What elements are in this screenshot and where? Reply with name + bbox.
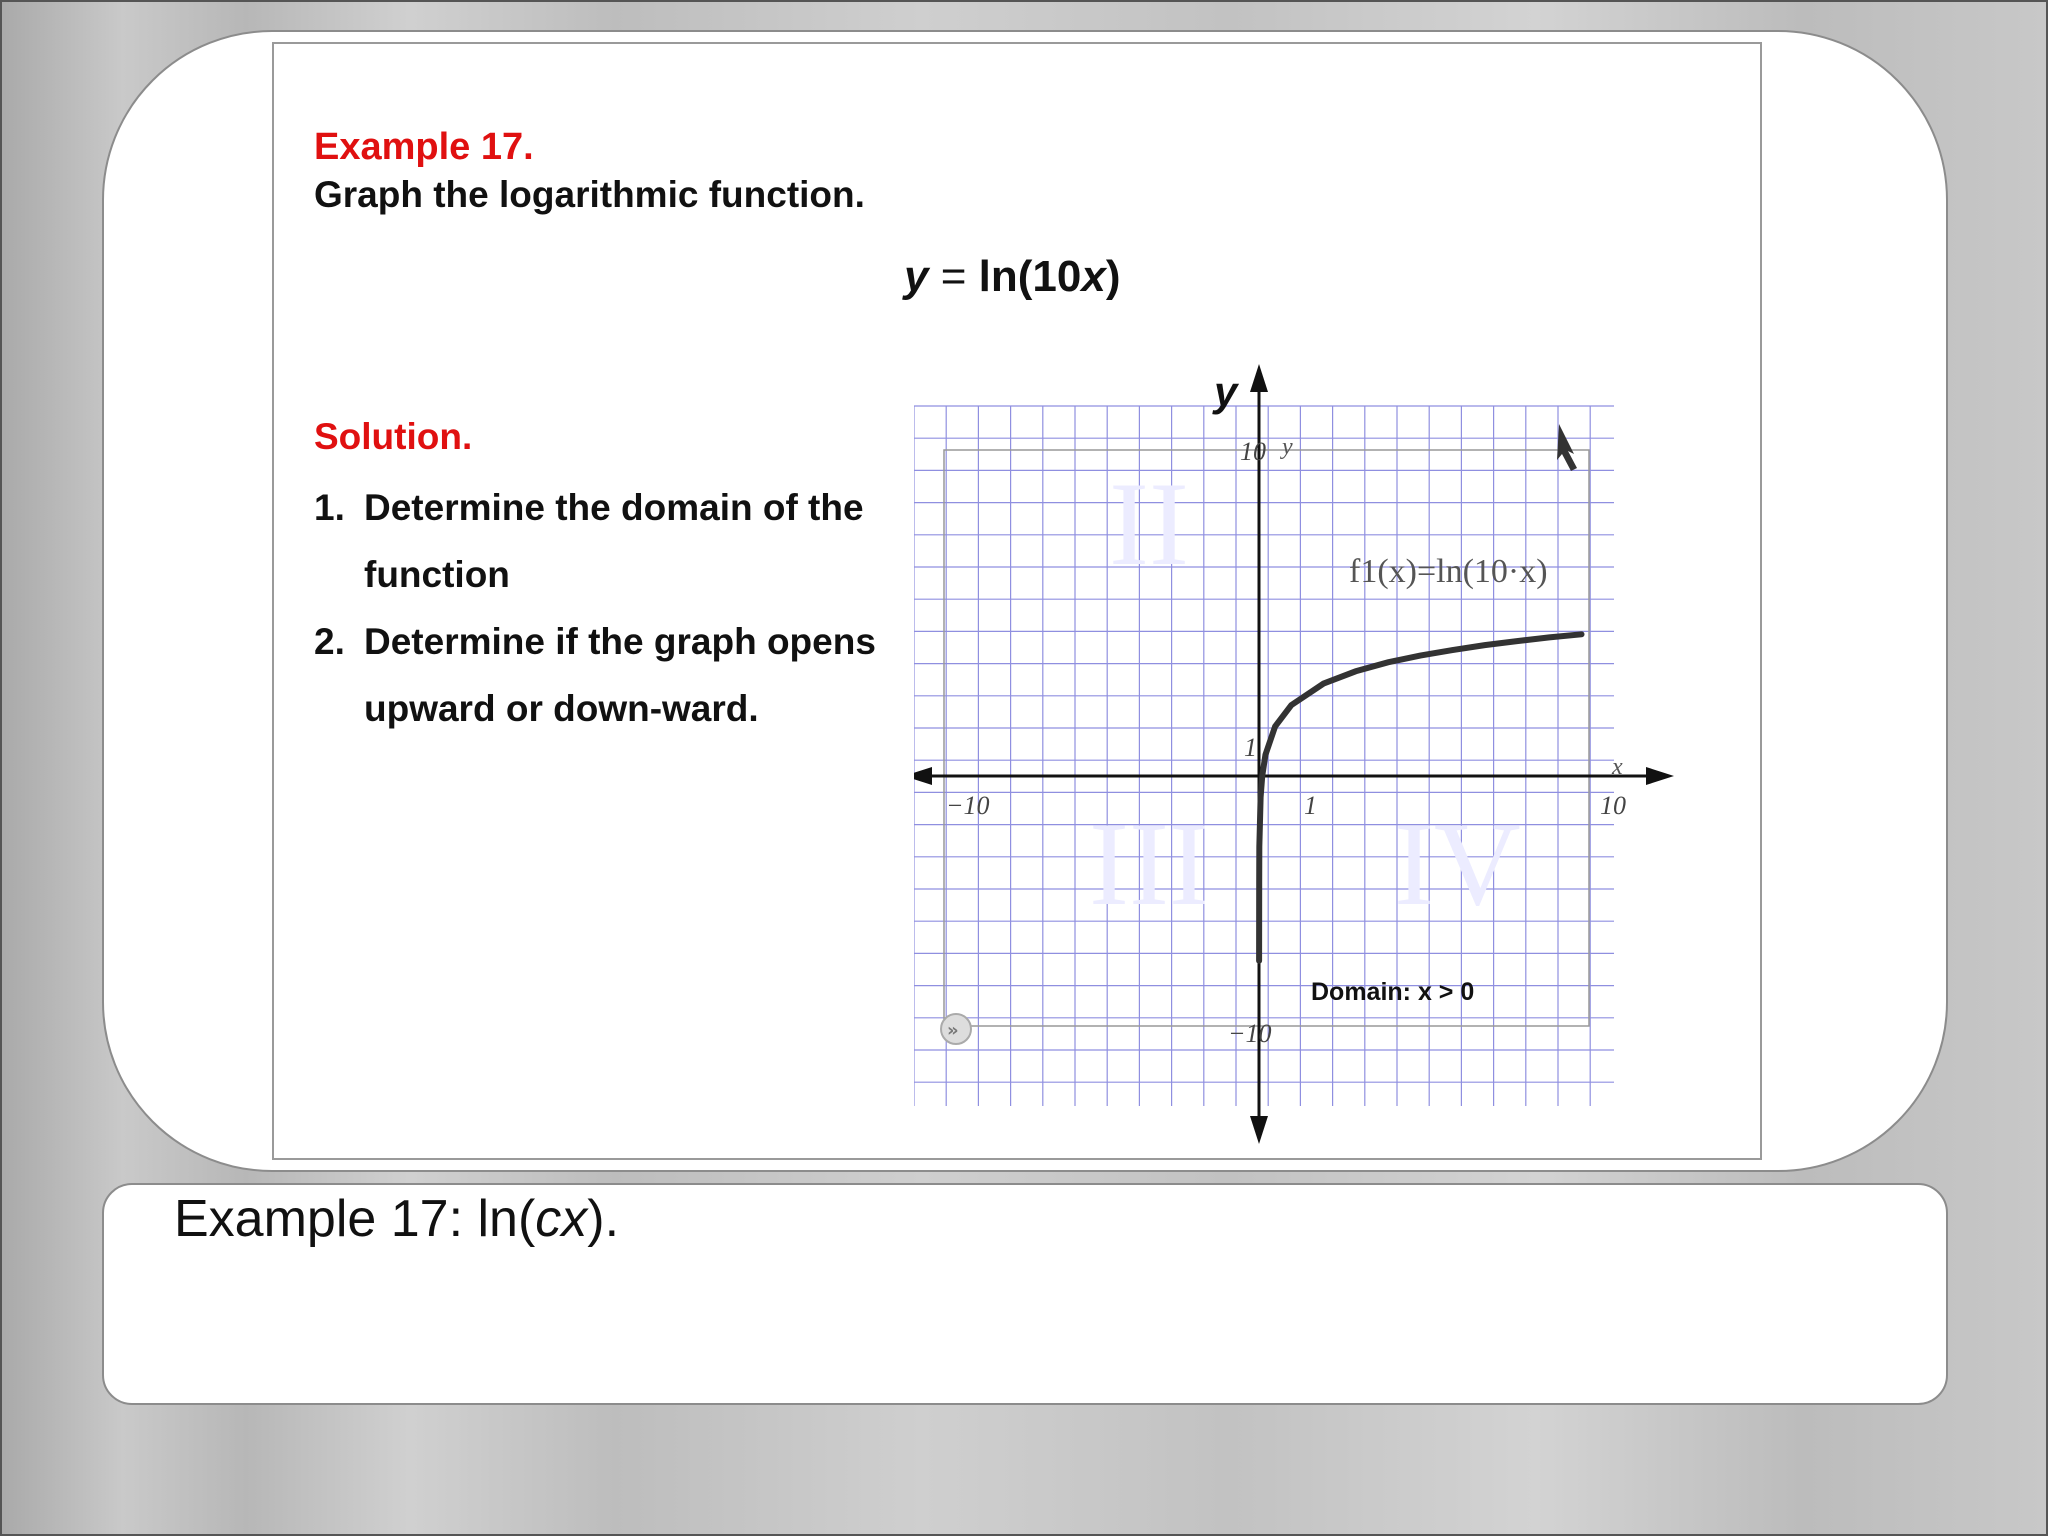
svg-text:»: »	[947, 1020, 959, 1041]
equation-lhs: y	[904, 252, 929, 301]
slide	[272, 42, 1762, 1160]
y-axis-small-label: y	[1282, 434, 1293, 460]
function-label: f1(x)=ln(10·x)	[1349, 553, 1548, 590]
tick-label-y-min: −10	[1228, 1019, 1272, 1048]
y-axis-arrow-down	[1250, 1116, 1268, 1144]
equation-fn: ln(	[978, 252, 1033, 301]
caption-text	[174, 1189, 619, 1249]
y-axis-label: y	[1214, 368, 1238, 415]
equation-var: x	[1081, 252, 1106, 301]
solution-label: Solution.	[314, 416, 473, 457]
y-axis-arrow-up	[1250, 364, 1268, 392]
axes	[914, 364, 1674, 1144]
equation-close: )	[1105, 252, 1121, 301]
step-1	[314, 474, 934, 608]
quadrant-iv-label: IV	[1394, 797, 1521, 930]
plot-frame	[944, 450, 1589, 1026]
x-axis-arrow-right	[1646, 767, 1674, 785]
caption-var: cx	[535, 1190, 588, 1248]
solution-steps	[314, 474, 934, 742]
step-number: 2.	[314, 621, 345, 662]
tick-label-y-one: 1	[1244, 733, 1257, 762]
graph	[914, 364, 1674, 1144]
tick-label-x-max: 10	[1600, 791, 1626, 820]
x-axis-small-label: x	[1612, 754, 1623, 780]
step-text: Determine the domain of the function	[364, 487, 864, 595]
quadrant-ii-label: II	[1109, 457, 1189, 590]
tick-label-x-one: 1	[1304, 791, 1317, 820]
instruction: Graph the logarithmic function.	[314, 174, 865, 215]
cursor-icon	[1557, 424, 1577, 471]
tick-label-x-min: −10	[946, 791, 990, 820]
quadrant-iii-label: III	[1089, 797, 1209, 930]
caption-suffix: ).	[587, 1190, 620, 1248]
equation	[904, 252, 1121, 302]
step-text: Determine if the graph opens upward or down-ward.	[364, 621, 876, 729]
nav-icon[interactable]	[941, 1014, 971, 1044]
equation-equals: =	[928, 252, 979, 301]
step-2	[314, 608, 934, 742]
x-axis-arrow-left	[914, 767, 932, 785]
tick-label-y-max: 10	[1240, 437, 1266, 466]
caption-panel	[102, 1183, 1948, 1405]
step-number: 1.	[314, 487, 345, 528]
domain-note: Domain: x > 0	[1311, 978, 1475, 1006]
example-title: Example 17.	[314, 126, 534, 168]
equation-coef: 10	[1032, 252, 1082, 301]
caption-prefix: Example 17: ln(	[174, 1190, 536, 1248]
